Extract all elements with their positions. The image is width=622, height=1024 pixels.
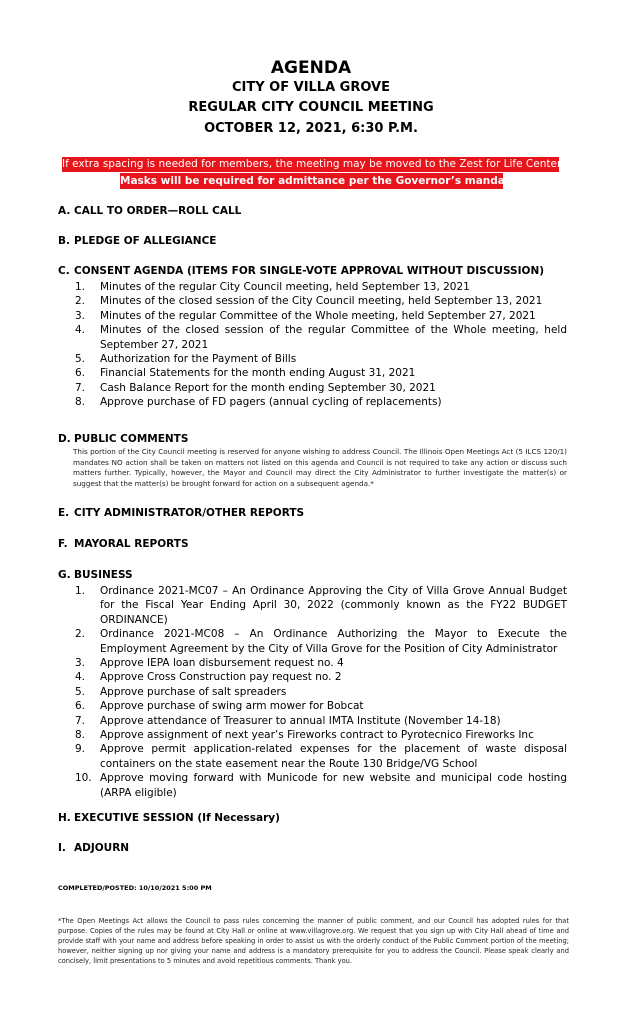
section-letter: C.	[58, 265, 70, 277]
list-item	[75, 366, 567, 380]
item-number: 3.	[75, 657, 86, 670]
venue-notice: If extra spacing is needed for members, the meeting may be moved to the Zest for Life Center.	[62, 158, 564, 170]
list-item	[75, 395, 567, 409]
item-number: 1.	[75, 281, 86, 293]
item-text: Financial Statements for the month ending August 31, 2021	[100, 367, 416, 380]
item-number: 7.	[75, 381, 86, 394]
section-title: CITY ADMINISTRATOR/OTHER REPORTS	[74, 507, 305, 519]
consent-agenda-list	[75, 280, 567, 410]
item-text: Approve IEPA loan disbursement request no. 4	[100, 657, 344, 670]
mask-notice: Masks will be required for admittance per the Governor’s mandate.	[120, 175, 521, 187]
list-item	[75, 352, 567, 366]
item-text: Ordinance 2021-MC08 – An Ordinance Authorizing the Mayor to Execute the Employment Agreement by the City of Villa Grove for the Position of City Administrator	[100, 628, 567, 655]
section-mayoral-reports	[58, 538, 189, 550]
section-pledge	[58, 235, 216, 247]
section-title: ADJOURN	[74, 842, 130, 854]
section-letter: B.	[58, 235, 70, 247]
item-text: Minutes of the regular City Council meeting, held September 13, 2021	[100, 281, 470, 293]
item-text: Minutes of the regular Committee of the Whole meeting, held September 27, 2021	[100, 309, 536, 322]
item-text: Cash Balance Report for the month ending September 30, 2021	[100, 381, 436, 394]
section-title: PLEDGE OF ALLEGIANCE	[74, 235, 217, 247]
section-executive-session	[58, 812, 280, 824]
section-letter: D.	[58, 433, 71, 445]
item-number: 3.	[75, 309, 86, 322]
item-text: Approve moving forward with Municode for new website and municipal code hosting (ARPA eligible)	[100, 772, 567, 799]
section-letter: I.	[58, 842, 66, 854]
item-text: Ordinance 2021-MC07 – An Ordinance Approving the City of Villa Grove Annual Budget for the Fiscal Year Ending April 30, 2022 (commonly known as the FY22 BUDGET ORDINANCE)	[100, 585, 567, 626]
list-item	[75, 742, 567, 771]
item-number: 7.	[75, 714, 86, 727]
section-title: EXECUTIVE SESSION (If Necessary)	[74, 812, 280, 824]
section-letter: A.	[58, 205, 71, 217]
public-comments-text: This portion of the City Council meeting is reserved for anyone wishing to address Council. The Illinois Open Meetings Act (5 ILCS 120/1) mandates NO action shall be taken on matters not listed on this agenda and Council is not required to take any action or discuss such matters further. Typically, however, the Mayor and Council may direct the City Administrator to further investigate the matter(s) or suggest that the matter(s) be brought forward for action on a subsequent agenda.*	[73, 447, 567, 488]
list-item	[75, 714, 567, 728]
meeting-date: OCTOBER 12, 2021, 6:30 P.M.	[204, 121, 418, 136]
list-item	[75, 584, 567, 627]
item-text: Approve Cross Construction pay request no. 2	[100, 671, 342, 684]
list-item	[75, 309, 567, 323]
item-number: 1.	[75, 585, 86, 597]
list-item	[75, 771, 567, 800]
section-letter: F.	[58, 538, 68, 550]
footnote: *The Open Meetings Act allows the Council to pass rules concerning the manner of public comment, and our Council has adopted rules for that purpose. Copies of the rules may be found at City Hall or online at www.villagrove.org. We request that you sign up with City Hall ahead of time and provide staff with your name and address before speaking in order to assist us with the orderly conduct of the Public Comment portion of the meeting; however, neither signing up nor giving your name and address is a mandatory prerequisite for you to address the Council. Please speak clearly and concisely, limit presentations to 5 minutes and avoid repetitious comments. Thank you.	[58, 917, 569, 966]
item-text: Minutes of the closed session of the regular Committee of the Whole meeting, held September 27, 2021	[100, 324, 567, 351]
item-text: Approve purchase of swing arm mower for Bobcat	[100, 700, 364, 713]
section-letter: G.	[58, 569, 71, 581]
completed-posted: COMPLETED/POSTED: 10/10/2021 5:00 PM	[58, 884, 212, 892]
list-item	[75, 656, 567, 670]
item-number: 6.	[75, 700, 86, 713]
list-item	[75, 381, 567, 395]
item-number: 9.	[75, 743, 86, 756]
item-number: 8.	[75, 729, 86, 742]
section-administrator-reports	[58, 507, 304, 519]
list-item	[75, 728, 567, 742]
list-item	[75, 670, 567, 684]
section-title: PUBLIC COMMENTS	[74, 433, 189, 445]
section-adjourn	[58, 842, 129, 854]
item-text: Approve purchase of salt spreaders	[100, 685, 287, 698]
item-number: 5.	[75, 685, 86, 698]
city-name: CITY OF VILLA GROVE	[231, 80, 391, 95]
section-letter: E.	[58, 507, 70, 519]
item-text: Approve permit application-related expenses for the placement of waste disposal containers on the state easement near the Route 130 Bridge/VG School	[100, 743, 567, 770]
item-number: 2.	[75, 295, 86, 308]
section-business	[58, 569, 133, 581]
list-item	[75, 280, 567, 294]
business-list	[75, 584, 567, 800]
agenda-title: AGENDA	[270, 58, 352, 78]
list-item	[75, 627, 567, 656]
section-public-comments	[58, 433, 188, 445]
item-number: 4.	[75, 324, 86, 337]
item-text: Approve attendance of Treasurer to annual IMTA Institute (November 14-18)	[100, 714, 501, 727]
item-number: 5.	[75, 353, 86, 366]
item-text: Approve purchase of FD pagers (annual cycling of replacements)	[100, 396, 442, 409]
item-number: 8.	[75, 396, 86, 409]
section-title: CALL TO ORDER—ROLL CALL	[74, 205, 242, 217]
section-title: CONSENT AGENDA (ITEMS FOR SINGLE-VOTE APPROVAL WITHOUT DISCUSSION)	[74, 265, 545, 277]
list-item	[75, 699, 567, 713]
section-letter: H.	[58, 812, 71, 824]
list-item	[75, 685, 567, 699]
item-text: Minutes of the closed session of the City Council meeting, held September 13, 2021	[100, 295, 543, 308]
section-title: BUSINESS	[74, 569, 133, 581]
section-title: MAYORAL REPORTS	[74, 538, 189, 550]
meeting-name: REGULAR CITY COUNCIL MEETING	[188, 100, 434, 115]
item-number: 4.	[75, 671, 86, 684]
list-item	[75, 294, 567, 308]
item-text: Approve assignment of next year’s Fireworks contract to Pyrotecnico Fireworks Inc	[100, 729, 534, 742]
item-number: 10.	[75, 772, 92, 785]
item-number: 6.	[75, 367, 86, 380]
section-call-to-order	[58, 205, 241, 217]
section-consent-agenda	[58, 265, 544, 277]
item-number: 2.	[75, 628, 86, 641]
list-item	[75, 323, 567, 352]
item-text: Authorization for the Payment of Bills	[100, 353, 297, 366]
